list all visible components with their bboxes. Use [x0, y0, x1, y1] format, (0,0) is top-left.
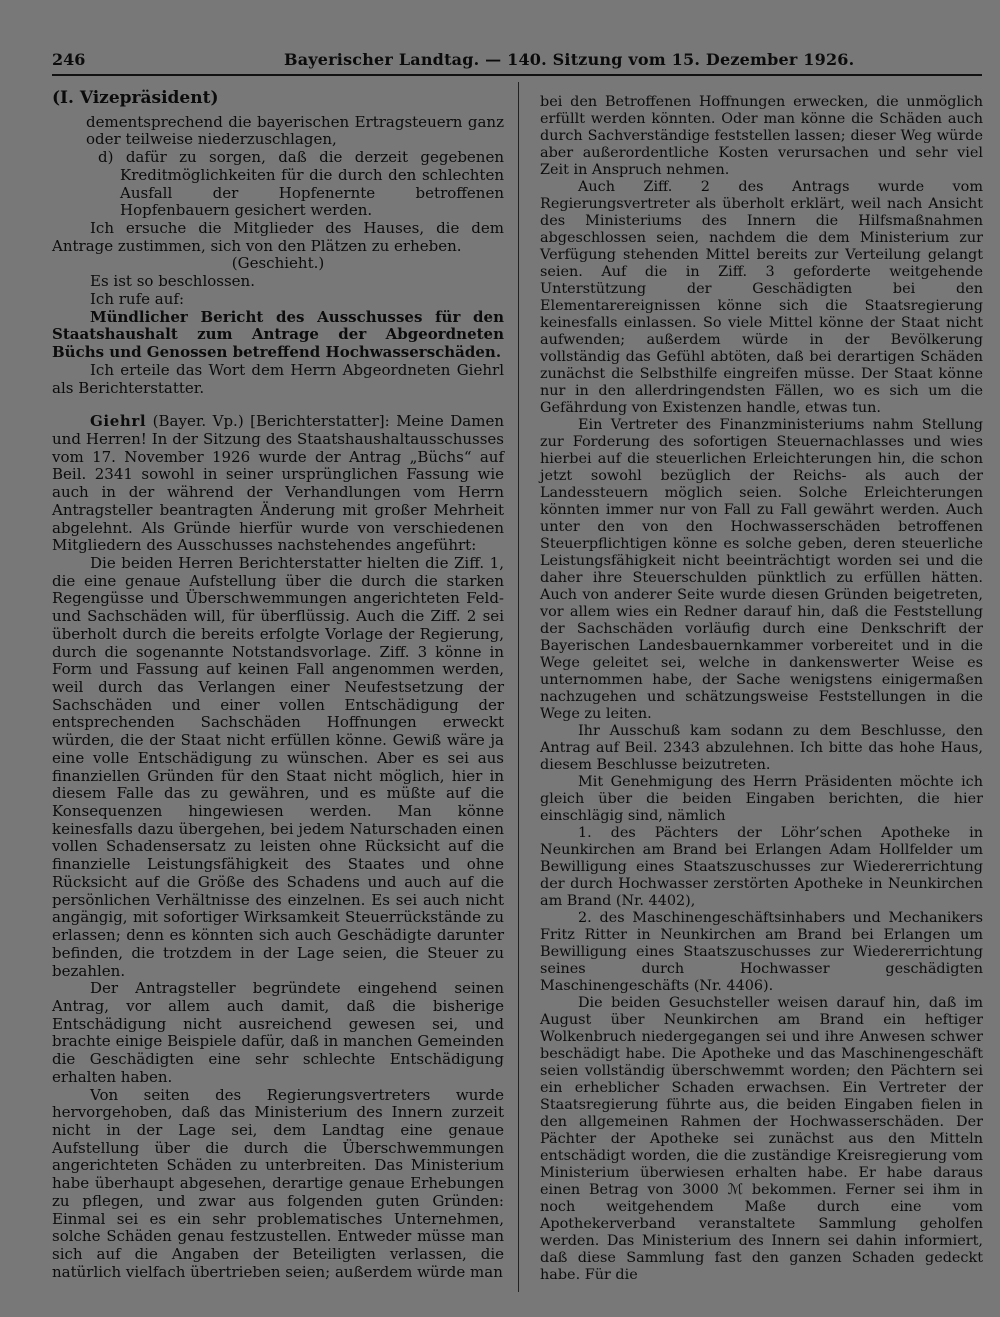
right-column [540, 94, 983, 1284]
speech-opening [52, 413, 504, 555]
paragraph: Ich rufe auf: [90, 289, 184, 308]
spacer [52, 397, 504, 413]
left-column [52, 88, 504, 1281]
column-divider [518, 82, 519, 1292]
paragraph: Ich erteile das Wort dem Herrn Abgeordneten Giehrl als Berichterstatter. [52, 360, 504, 397]
paragraph: Die beiden Herren Berichterstatter hielten die Ziff. 1, die eine genaue Aufstellung über die durch die starken Regengüsse und Überschwemmungen angerichteten Feld- und Sachschäden will, für überflüssig. Auch die Ziff. 2 sei überholt durch die bereits erfolgte Vorlage der Regierung, durch die sogenannte Notstandsvorlage. Ziff. 3 könne in Form und Fassung auf keinen Fall angenommen werden, weil durch das Verlangen einer Neufestsetzung der Sachschäden und einer vollen Entschädigung der entsprechenden Sachschäden Hoffnungen erweckt würden, die der Staat nicht erfüllen könne. Gewiß wäre ja eine volle Entschädigung zu wünschen. Aber es sei aus finanziellen Gründen für den Staat nicht möglich, hier in diesem Falle das zu gewähren, und es müßte auf die Konsequenzen hingewiesen werden. Man könne keinesfalls dazu übergehen, bei jedem Naturschaden einen vollen Schadensersatz zu leisten ohne Rücksicht auf die finanzielle Leistungsfähigkeit des Staates und ohne Rücksicht auf die Größe des Schadens und auch auf die persönlichen Verhältnisse des einzelnen. Es sei auch nicht angängig, mit sofortiger Wirksamkeit Steuerrückstände zu erlassen; denn es könnten sich auch Geschädigte darunter befinden, die trotzdem in der Lage seien, die Steuer zu bezahlen. [52, 553, 504, 980]
petition-item-1: 1. des Pächters der Löhr’schen Apotheke in Neunkirchen am Brand bei Erlangen Adam Hollfelder um Bewilligung eines Staatszuschusses zur Wiedererrichtung der durch Hochwasser zerstörten Apotheke in Neunkirchen am Brand (Nr. 4402), [540, 825, 983, 909]
header-rule [52, 74, 982, 76]
paragraph: Die beiden Gesuchsteller weisen darauf hin, daß im August über Neunkirchen am Brand ein heftiger Wolkenbruch niedergegangen sei und ihre Anwesen schwer beschädigt habe. Die Apotheke und das Maschinengeschäft seien vollständig überschwemmt worden; den Pächtern sei ein erheblicher Schaden erwachsen. Ein Vertreter der Staatsregierung führte aus, die beiden Eingaben fielen in den allgemeinen Rahmen der Hochwasserschäden. Der Pächter der Apotheke sei zunächst aus den Mitteln entschädigt worden, die die zuständige Kreisregierung vom Ministerium überwiesen erhalten habe. Er habe daraus einen Betrag von 3000 ℳ bekommen. Ferner sei ihm in noch weitgehendem Maße durch eine vom Apothekerverband veranstaltete Sammlung geholfen werden. Das Ministerium des Innern sei dahin informiert, daß diese Sammlung fast den ganzen Schaden gedeckt habe. Für die [540, 995, 983, 1283]
paragraph: Ein Vertreter des Finanzministeriums nahm Stellung zur Forderung des sofortigen Steuernachlasses und wies hierbei auf die steuerlichen Erleichterungen hin, die schon jetzt sowohl bezüglich der Reichs- als auch der Landessteuern möglich seien. Solche Erleichterungen könnten immer nur von Fall zu Fall gewährt werden. Auch unter den von den Hochwasserschäden betroffenen Steuerpflichtigen könne es solche geben, deren steuerliche Leistungsfähigkeit nicht beeinträchtigt worden sei und die daher ihre Steuerschulden pünktlich zu erfüllen hätten. Auch von anderer Seite wurde diesen Gründen beigetreten, vor allem wies ein Redner darauf hin, daß die Feststellung der Sachschäden vorläufig durch eine Denkschrift der Bayerischen Landesbauernkammer vorbereitet und in die Wege geleitet sei, welche in dankenswerter Weise es unternommen habe, der Sache wenigstens einigermaßen nachzugehen und schätzungsweise Feststellungen in die Wege zu leiten. [540, 417, 983, 722]
paragraph: Ich ersuche die Mitglieder des Hauses, die dem Antrage zustimmen, sich von den Plätzen zu erheben. [52, 219, 504, 255]
page-number: 246 [52, 50, 86, 69]
list-item-d: d) dafür zu sorgen, daß die derzeit gegebenen Kreditmöglichkeiten für die durch den schlechten Ausfall der Hopfenernte betroffenen Hopfenbauern gesichert werden. [98, 148, 504, 220]
paragraph: Mit Genehmigung des Herrn Präsidenten möchte ich gleich über die beiden Eingaben berichten, die hier einschlägig sind, nämlich [540, 774, 983, 824]
paragraph: Ihr Ausschuß kam sodann zu dem Beschlusse, den Antrag auf Beil. 2343 abzulehnen. Ich bitte das hohe Haus, diesem Beschlusse beizutreten. [540, 723, 983, 773]
stage-direction: (Geschieht.) [231, 254, 325, 273]
speech-text: (Bayer. Vp.) [Berichterstatter]: Meine Damen und Herren! In der Sitzung des Staatshaushaltausschusses vom 17. November 1926 wurde der Antrag „Büchs“ auf Beil. 2341 sowohl in seiner ursprünglichen Fassung wie auch in der während der Verhandlungen vom Herrn Antragsteller beantragten Änderung mit großer Mehrheit abgelehnt. Als Gründe hierfür wurde von verschiedenen Mitgliedern des Ausschusses nachstehendes angeführt: [52, 412, 504, 555]
paragraph: bei den Betroffenen Hoffnungen erwecken, die unmöglich erfüllt werden könnten. Oder man könne die Schäden auch durch Sachverständige feststellen lassen; dieser Weg würde aber außerordentliche Kosten verursachen und sehr viel Zeit in Anspruch nehmen. [540, 94, 983, 178]
paragraph: dementsprechend die bayerischen Ertragsteuern ganz oder teilweise niederzuschlagen, [86, 112, 504, 149]
agenda-item-heading: Mündlicher Bericht des Ausschusses für den Staatshaushalt zum Antrage der Abgeordneten Büchs und Genossen betreffend Hochwasserschäden. [52, 307, 504, 362]
paragraph: Der Antragsteller begründete eingehend seinen Antrag, vor allem auch damit, daß die bisherige Entschädigung nicht ausreichend gewesen sei, und brachte einige Beispiele dafür, daß in manchen Gemeinden die Geschädigten eine sehr schlechte Entschädigung erhalten haben. [52, 979, 504, 1086]
petition-item-2: 2. des Maschinengeschäftsinhabers und Mechanikers Fritz Ritter in Neunkirchen am Brand bei Erlangen um Bewilligung eines Staatszuschusses zur Wiedererrichtung seines durch Hochwasser geschädigten Maschinengeschäfts (Nr. 4406). [540, 910, 983, 994]
section-label: (I. Vizepräsident) [52, 88, 219, 108]
speaker-name: Giehrl [90, 412, 147, 431]
paragraph: Von seiten des Regierungsvertreters wurde hervorgehoben, daß das Ministerium des Innern zurzeit nicht in der Lage sei, dem Landtag eine genaue Aufstellung über die durch die Überschwemmungen angerichteten Schäden zu unterbreiten. Das Ministerium habe überhaupt abgesehen, derartige genaue Erhebungen zu pflegen, und zwar aus folgenden guten Gründen: Einmal sei es ein sehr problematisches Unternehmen, solche Schäden genau festzustellen. Entweder müsse man sich auf die Angaben der Beteiligten verlassen, die natürlich vielfach übertrieben seien; außerdem würde man [52, 1085, 504, 1281]
paragraph: Es ist so beschlossen. [90, 272, 255, 291]
running-title: Bayerischer Landtag. — 140. Sitzung vom 15. Dezember 1926. [284, 50, 855, 69]
page-header [52, 50, 982, 72]
paragraph: Auch Ziff. 2 des Antrags wurde vom Regierungsvertreter als überholt erklärt, weil nach Ansicht des Ministeriums des Innern die Hilfsmaßnahmen abgeschlossen seien, nachdem die dem Ministerium zur Verfügung stehenden Mittel bereits zur Verteilung gelangt seien. Auf die in Ziff. 3 geforderte weitgehende Unterstützung der Geschädigten bei den Elementarereignissen könne sich die Staatsregierung keinesfalls einlassen. So viele Mittel könne der Staat nicht aufwenden; außerdem würde in der Bevölkerung vollständig das Gefühl abtöten, daß bei derartigen Schäden zunächst die Selbsthilfe eingreifen müsse. Der Staat könne nur in den allerdringendsten Fällen, wo es sich um die Gefährdung von Existenzen handle, etwas tun. [540, 179, 983, 416]
